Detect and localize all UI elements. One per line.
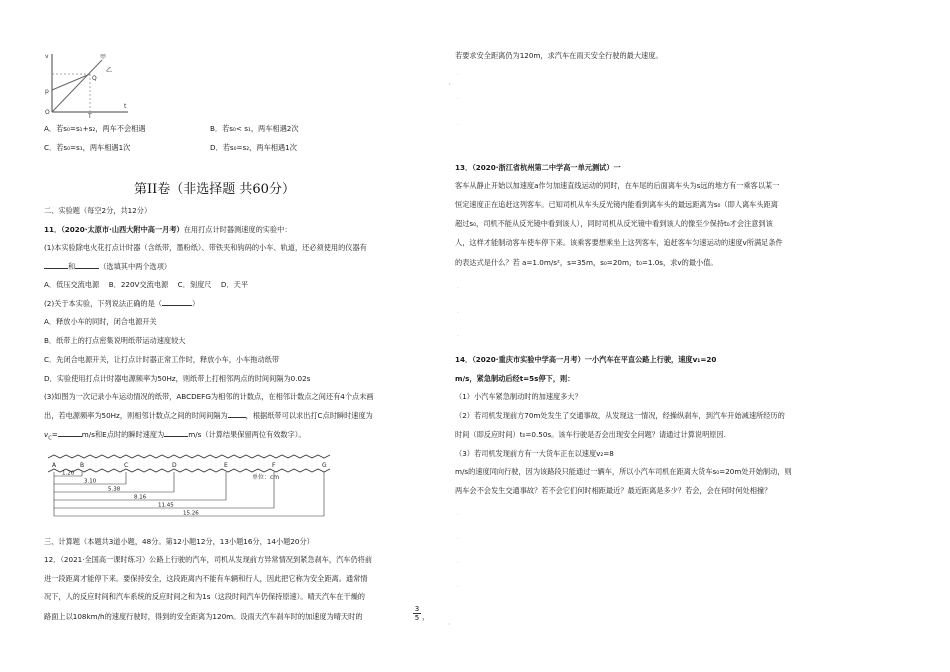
q11-stem: 在用打点计时器测速度的实验中： (183, 225, 292, 234)
q11-p2-b: B．纸带上的打点密集说明纸带运动速度较大 (44, 336, 186, 345)
q11-p3-line2 (44, 410, 373, 421)
tape-letter: A (52, 462, 57, 469)
answer-space-dot: · (457, 310, 459, 317)
q11-p3-l2b: ，根据纸带可以求出打C点时瞬时速度为 (245, 411, 373, 420)
tape-dim-label: 1.20 (62, 470, 75, 477)
option-d: D．若s₀=s₂，两车相遇1次 (210, 143, 297, 152)
vt-label-t: t (124, 103, 127, 110)
q12-line2: 进一段距离才能停下来。要保持安全，这段距离内不能有车辆和行人，因此把它称为安全距离。通常情 (44, 574, 368, 583)
blank-ve[interactable] (164, 429, 188, 437)
vc-eq: = (51, 430, 58, 439)
tape-dim-label: 15.26 (183, 510, 199, 517)
q14-line1: m/s，紧急制动后经t=5s停下，则： (455, 374, 575, 383)
answer-space-dot: · (457, 584, 459, 591)
q11-p3-l3d: m/s和E点时的瞬时速度为 (81, 430, 165, 439)
q11-p1-line2 (44, 261, 171, 272)
calc-header: 三、计算题（本题共3道小题，48分。第12小题12分，13小题16分，14小题20分） (44, 537, 314, 546)
right-column (455, 0, 855, 672)
q11-header (44, 225, 292, 235)
tape-bottom-edge (48, 469, 330, 472)
q11-p1-mid: 和 (68, 262, 76, 271)
answer-space-dot: · (457, 96, 459, 103)
q11-p2-a: A．释放小车的同时，闭合电源开关 (44, 317, 157, 326)
answer-space-dot: · (457, 333, 459, 340)
answer-space-dot: · (457, 72, 459, 79)
q13-line1: 客车从静止开始以加速度a作匀加速直线运动的同时，在车尾的后面离车头为s远的地方有一乘客以某一 (455, 181, 780, 190)
vt-label-v: v (45, 53, 49, 60)
q14-line5: （3）若司机发现前方有一大货车正在以速度v₂=8 (455, 449, 614, 458)
q13-line4: 人，这样才能制动客车使车停下来。该乘客要想乘坐上这列客车，追赶客车匀速运动的速度v所满足条件 (455, 238, 783, 247)
q12-frac-num: 3 (414, 605, 420, 613)
tape-letter: F (272, 462, 276, 469)
section-title: 第II卷（非选择题 共60分） (134, 182, 295, 197)
gutter-dot: · (448, 620, 451, 629)
tape-dim-label: 8.16 (134, 494, 147, 501)
tape-letters (52, 462, 327, 469)
vt-label-b: 乙 (106, 67, 113, 74)
q11-p3-l3e: m/s（计算结果保留两位有效数字）。 (188, 430, 306, 439)
tape-letter: C (124, 462, 129, 469)
tape-letter: G (322, 462, 327, 469)
paper-tape-figure (46, 452, 332, 524)
vt-label-q: Q (92, 75, 97, 82)
option-a: A．若s₀=s₁+s₂，两车不会相遇 (44, 124, 146, 133)
tape-top-edge (48, 455, 330, 458)
vt-line-b (52, 74, 90, 90)
q11-p2 (44, 298, 199, 309)
tape-dim-label: 11.45 (158, 502, 174, 509)
blank-instrument-1[interactable] (44, 261, 68, 269)
vc-symbol: v (44, 430, 49, 439)
q13-line5: 的表达式是什么？若 a=1.0m/s²，s=35m，s₀=20m，t₀=1.0s，求v的最小值。 (455, 258, 718, 267)
option-b: B．若s₀< s₁，两车相遇2次 (210, 124, 299, 133)
gutter-dot: · (448, 80, 451, 89)
q11-p2-stem: (2)关于本实验，下列说法正确的是（ (44, 299, 162, 308)
q11-p1-line1: (1)本实验除电火花打点计时器（含纸带，墨粉纸）、带铁夹和钩码的小车、轨道，还必须使用的仪器有 (44, 243, 367, 252)
option-c: C．若s₀=s₁，两车相遇1次 (44, 143, 131, 152)
q14-line7: 两车会不会发生交通事故？若不会它们何时相距最近？最近距离是多少？若会，会在何时何处相撞？ (455, 486, 772, 495)
q13-line2: 恒定速度正在追赶这列客车。已知司机从车头反光镜内能看到离车头的最远距离为s₀（即人离车头距离 (455, 200, 778, 209)
exp-header: 二、实验题（每空2分，共12分） (44, 206, 152, 215)
q11-p2-d: D．实验使用打点计时器电源频率为50Hz，则纸带上打相邻两点的时间间隔为0.02s (44, 374, 311, 383)
answer-space-dot: · (457, 122, 459, 129)
q13-line3: 超过s₀，司机不能从反光镜中看到该人），同时司机从反光镜中看到该人的像至少保持t₀才会注意到该 (455, 219, 773, 228)
blank-interval[interactable] (228, 410, 246, 418)
vt-label-a: 甲 (100, 54, 107, 61)
q11-p3-line3 (44, 429, 306, 443)
q14-line6: m/s的速度同向行驶，因为该路段只能通过一辆车，所以小汽车司机在距离大货车s₀=20m处开始制动，则 (455, 467, 792, 476)
vt-label-T: T (88, 113, 92, 120)
blank-instrument-2[interactable] (75, 261, 99, 269)
q11-p2-close: ） (192, 299, 200, 308)
blank-vc[interactable] (58, 429, 82, 437)
q11-num: 11． (44, 225, 62, 234)
q14-header: 14．（2020·重庆市实验中学高一月考）一小汽车在平直公路上行驶，速度v₁=20 (455, 355, 717, 364)
q12-line4: 路面上以108km/h的速度行驶时，得到的安全距离为120m。设雨天汽车刹车时的加速度为晴天时的 (44, 612, 363, 621)
tape-letter: E (224, 462, 228, 469)
q11-p3-l2a: 出，若电源频率为50Hz，则相邻计数点之间的时间间隔为 (44, 411, 228, 420)
q13-header: 13．（2020·浙江省杭州第二中学高一单元测试）一 (455, 163, 621, 172)
q12-fraction (413, 605, 421, 622)
q11-p1-opts: A．低压交流电源 B．220V交流电源 C．刻度尺 D．天平 (44, 280, 249, 289)
q11-p1-tail: （选填其中两个选项） (99, 262, 172, 271)
vt-line-a (52, 60, 102, 112)
answer-space-dot: · (457, 285, 459, 292)
left-column (42, 0, 437, 672)
q11-p2-c: C．先闭合电源开关，让打点计时器正常工作时，释放小车，小车拖动纸带 (44, 355, 280, 364)
q12-frac-tail: ， (422, 612, 430, 621)
tape-letter: D (172, 462, 177, 469)
q11-p3-line1: (3)如图为一次记录小车运动情况的纸带，ABCDEFG为相邻的计数点，在相邻计数点之间还有4个点未画 (44, 392, 374, 401)
blank-p2-answer[interactable] (162, 298, 192, 306)
q14-line3: （2）若司机发现前方70m处发生了交通事故，从发现这一情况，经操纵刹车，到汽车开始减速所经历的 (455, 411, 785, 420)
tape-unit: 单位：cm (252, 474, 280, 481)
vt-label-o: O (45, 109, 50, 116)
q11-src: （2020·太原市·山西大附中高一月考） (61, 225, 184, 234)
answer-space-dot: · (457, 536, 459, 543)
q12-line3: 况下，人的反应时间和汽车系统的反应时间之和为1s（这段时间汽车仍保持原速）。晴天汽车在干燥的 (44, 592, 365, 601)
answer-space-dot: · (457, 512, 459, 519)
q14-line2: （1）小汽车紧急制动时的加速度多大？ (455, 392, 582, 401)
tape-dim-label: 3.10 (84, 478, 97, 485)
vc-sub: C (48, 435, 52, 442)
vt-label-p: p (45, 88, 49, 95)
tape-dim-label: 5.38 (108, 486, 121, 493)
q14-line4: 时间（即反应时间）t₀=0.50s。该车行驶是否会出现安全问题？请通过计算说明原因. (455, 430, 726, 439)
vt-graph (44, 50, 130, 120)
tape-letter: B (80, 462, 85, 469)
q12-continued: 若要求安全距离仍为120m，求汽车在雨天安全行驶的最大速度。 (455, 51, 663, 60)
q12-frac-den: 5 (414, 614, 420, 622)
tape-dimensions (54, 471, 324, 517)
q12-line1: 12．（2021·全国高一课时练习）公路上行驶的汽车，司机从发现前方异常情况到紧急刹车，汽车仍将前 (44, 555, 373, 564)
answer-space-dot: · (457, 560, 459, 567)
